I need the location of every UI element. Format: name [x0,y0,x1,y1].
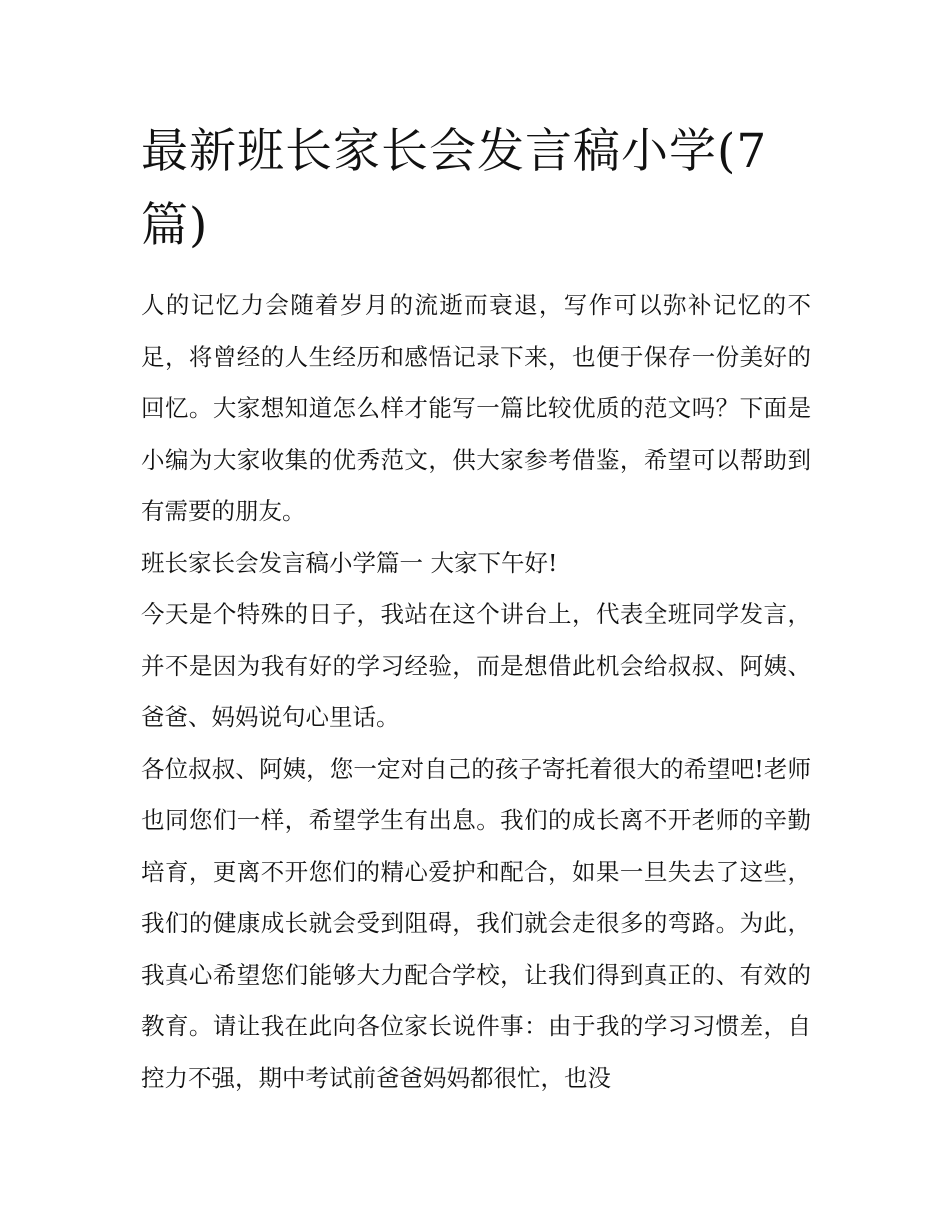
paragraph-intro: 人的记忆力会随着岁月的流逝而衰退，写作可以弥补记忆的不足，将曾经的人生经历和感悟记录下来，也便于保存一份美好的回忆。大家想知道怎么样才能写一篇比较优质的范文吗？下面是小编为大家收集的优秀范文，供大家参考借鉴，希望可以帮助到有需要的朋友。 [141,291,811,525]
paragraph-section-heading: 班长家长会发言稿小学篇一 大家下午好! [141,548,558,577]
document-body [141,280,811,1104]
paragraph-main: 各位叔叔、阿姨，您一定对自己的孩子寄托着很大的希望吧!老师也同您们一样，希望学生有出息。我们的成长离不开老师的辛勤培育，更离不开您们的精心爱护和配合，如果一旦失去了这些，我们的健康成长就会受到阻碍，我们就会走很多的弯路。为此，我真心希望您们能够大力配合学校，让我们得到真正的、有效的教育。请让我在此向各位家长说件事：由于我的学习习惯差，自控力不强，期中考试前爸爸妈妈都很忙，也没 [141,754,811,1092]
paragraph-opening: 今天是个特殊的日子，我站在这个讲台上，代表全班同学发言，并不是因为我有好的学习经验，而是想借此机会给叔叔、阿姨、爸爸、妈妈说句心里话。 [141,600,811,731]
document-title: 最新班长家长会发言稿小学(7篇) [141,124,768,253]
